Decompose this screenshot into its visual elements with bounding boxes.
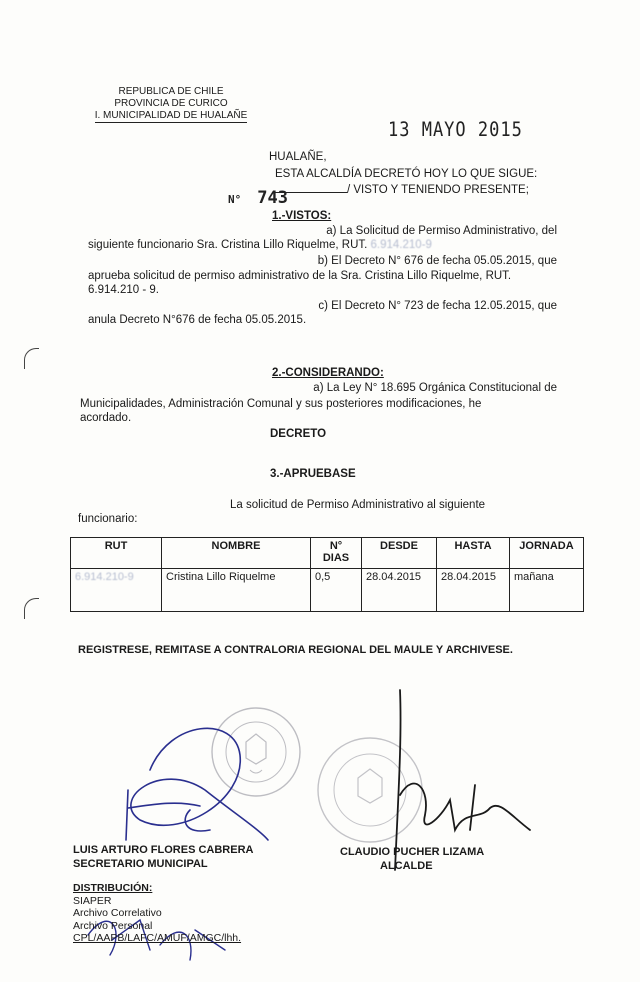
distribution-title: DISTRIBUCIÓN:: [73, 882, 153, 894]
considerando-a2: Municipalidades, Administración Comunal y sus posteriores modificaciones, he: [80, 398, 482, 410]
col-hasta: HASTA: [437, 538, 510, 569]
municipality-header: [86, 86, 256, 123]
date-stamp: 13 MAYO 2015: [388, 118, 523, 142]
table-row: [71, 569, 584, 612]
closing-line: REGISTRESE, REMITASE A CONTRALORIA REGIONAL DEL MAULE Y ARCHIVESE.: [78, 644, 513, 656]
vistos-a2-text: siguiente funcionario Sra. Cristina Lillo Riquelme, RUT.: [88, 239, 368, 251]
decreto-heading: DECRETO: [270, 428, 327, 440]
vistos-title: 1.-VISTOS:: [272, 210, 332, 222]
decree-line: ESTA ALCALDÍA DECRETÓ HOY LO QUE SIGUE:: [275, 168, 538, 180]
vistos-b2: aprueba solicitud de permiso administrativo de la Sra. Cristina Lillo Riquelme, RUT.: [88, 270, 512, 282]
vistos-a1: a) La Solicitud de Permiso Administrativo, del: [326, 225, 557, 237]
place-name: HUALAÑE,: [269, 151, 327, 163]
right-signer-title: ALCALDE: [380, 860, 433, 872]
margin-mark: [24, 598, 39, 619]
apruebase-l2: funcionario:: [78, 513, 138, 525]
decree-number: [228, 188, 288, 208]
col-desde: DESDE: [362, 538, 437, 569]
seal-left-icon: [212, 708, 300, 796]
table-header-row: [71, 538, 584, 569]
considerando-a3: acordado.: [80, 412, 132, 424]
cell-jornada: mañana: [510, 569, 584, 612]
apruebase-l1: La solicitud de Permiso Administrativo al siguiente: [230, 499, 486, 511]
vistos-b1: b) El Decreto N° 676 de fecha 05.05.2015, que: [317, 255, 557, 267]
considerando-a1: a) La Ley N° 18.695 Orgánica Constitucional de: [313, 382, 557, 394]
vistos-c1: c) El Decreto N° 723 de fecha 12.05.2015, que: [318, 300, 557, 312]
left-signer-title: SECRETARIO MUNICIPAL: [73, 858, 208, 870]
col-rut: RUT: [71, 538, 162, 569]
permission-table: [70, 537, 584, 612]
cell-nombre: Cristina Lillo Riquelme: [162, 569, 311, 612]
header-municipality: I. MUNICIPALIDAD DE HUALAÑE: [94, 110, 248, 121]
visto-line: [275, 182, 529, 197]
left-signer-name: LUIS ARTURO FLORES CABRERA: [73, 844, 254, 856]
distribution-item: Archivo Personal: [73, 919, 153, 932]
col-dias: N° DIAS: [311, 538, 362, 569]
signature-right-icon: [395, 690, 530, 870]
apruebase-title: 3.-APRUEBASE: [270, 468, 356, 480]
cell-hasta: 28.04.2015: [437, 569, 510, 612]
vistos-a2: [88, 238, 432, 252]
signature-left-icon: [126, 728, 268, 840]
distribution-item: Archivo Correlativo: [73, 907, 162, 919]
decree-number-prefix: N°: [228, 193, 242, 206]
seal-right-icon: [318, 738, 422, 842]
col-jornada: JORNADA: [510, 538, 584, 569]
col-nombre: NOMBRE: [162, 538, 311, 569]
right-signer-name: CLAUDIO PUCHER LIZAMA: [340, 846, 485, 858]
considerando-title: 2.-CONSIDERANDO:: [272, 367, 384, 379]
cell-rut: 6.914.210-9: [71, 569, 162, 612]
visto-text: / VISTO Y TENIENDO PRESENTE;: [347, 184, 529, 196]
header-province: PROVINCIA DE CURICO: [114, 98, 228, 109]
cell-desde: 28.04.2015: [362, 569, 437, 612]
cell-dias: 0,5: [311, 569, 362, 612]
decree-number-value: 743: [257, 188, 288, 208]
header-republic: REPUBLICA DE CHILE: [118, 86, 224, 97]
margin-mark: [24, 348, 39, 369]
vistos-c2: anula Decreto N°676 de fecha 05.05.2015.: [88, 314, 307, 326]
distribution-item: SIAPER: [73, 894, 112, 907]
distribution-block: [73, 882, 241, 945]
vistos-b3: 6.914.210 - 9.: [88, 284, 159, 296]
distribution-item: CPL/AAPB/LAFC/AMUF/AMGC/lhh.: [73, 932, 242, 944]
redacted-rut: 6.914.210-9: [370, 239, 432, 251]
